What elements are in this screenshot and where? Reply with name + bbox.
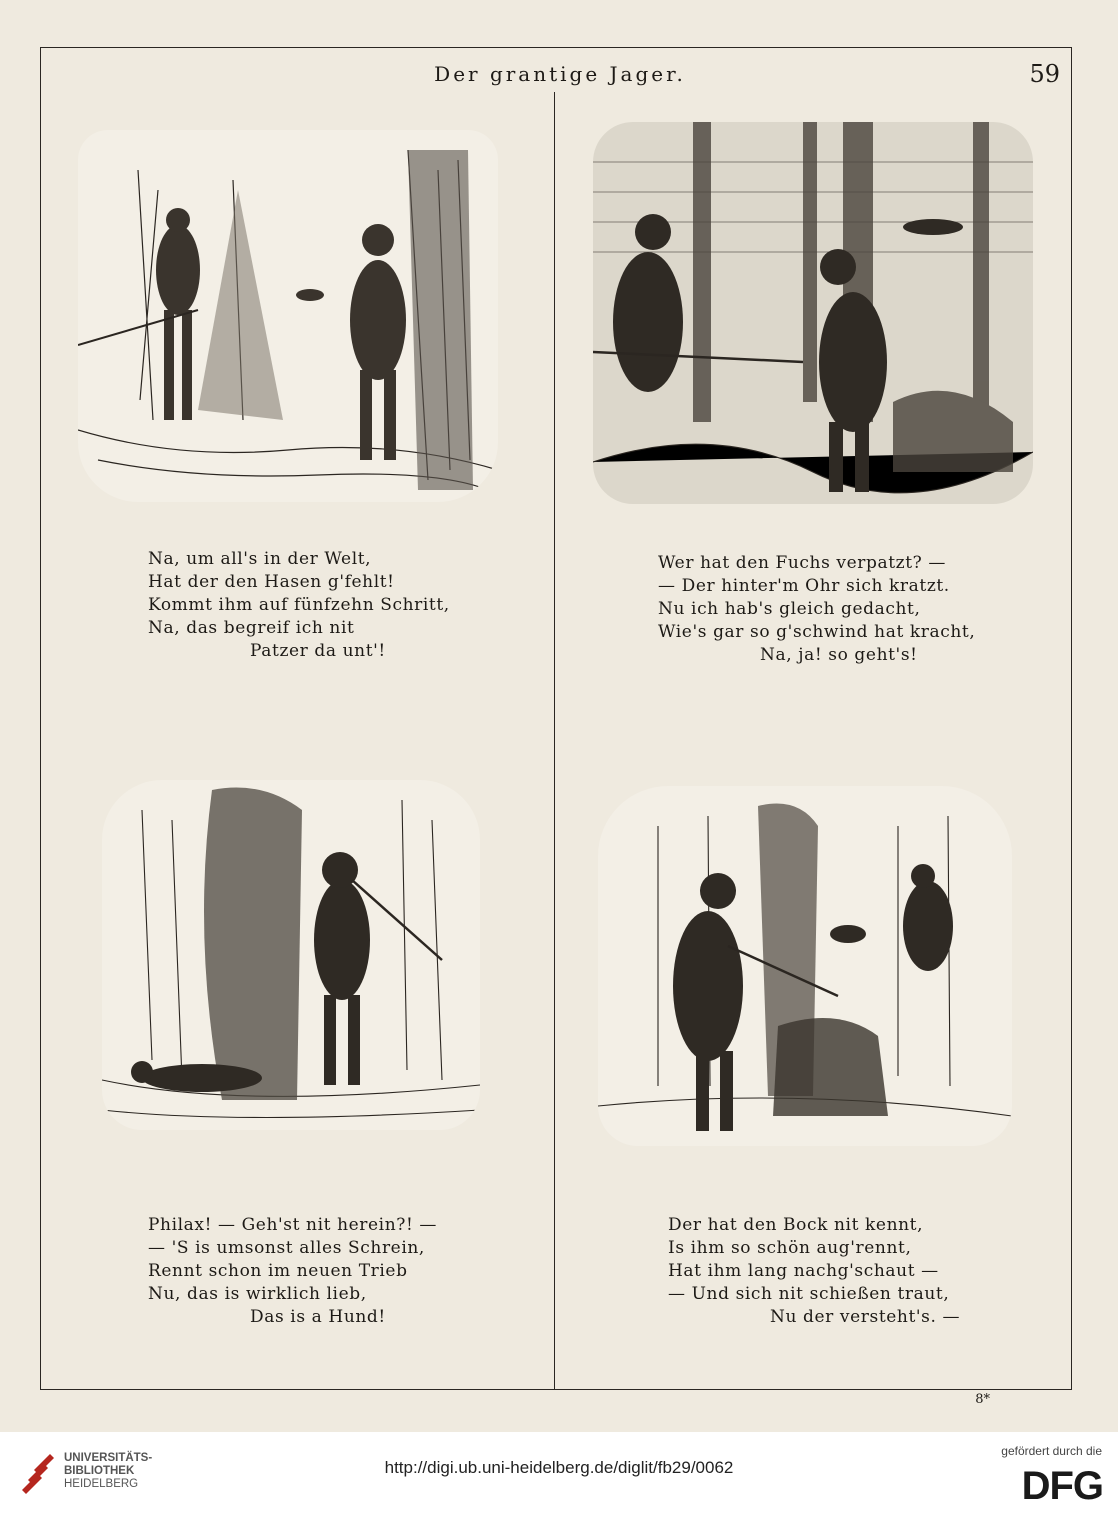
illustration-hare-hunt xyxy=(78,130,498,502)
verse-1 xyxy=(148,548,450,663)
library-name-line: UNIVERSITÄTS- xyxy=(64,1452,153,1464)
library-name-line: HEIDELBERG xyxy=(64,1478,139,1490)
illustration-buck xyxy=(598,786,1012,1146)
viewer-footer xyxy=(0,1432,1118,1513)
verse-3 xyxy=(148,1214,437,1329)
column-divider xyxy=(554,92,555,1390)
verse-line: Na, das begreif ich nit xyxy=(148,618,355,638)
verse-4 xyxy=(668,1214,960,1329)
permalink-url[interactable]: http://digi.ub.uni-heidelberg.de/diglit/fb29/0062 xyxy=(384,1458,734,1477)
verse-line: Nu ich hab's gleich gedacht, xyxy=(658,599,921,619)
verse-line: Wie's gar so g'schwind hat kracht, xyxy=(658,622,976,642)
verse-line: — Und sich nit schießen traut, xyxy=(668,1284,950,1304)
verse-line: Wer hat den Fuchs verpatzt? — xyxy=(658,553,946,573)
verse-line: Hat ihm lang nachg'schaut — xyxy=(668,1261,939,1281)
dfg-logo: DFG xyxy=(1021,1464,1103,1508)
printer-signature: 8* xyxy=(975,1392,990,1407)
verse-line: Rennt schon im neuen Trieb xyxy=(148,1261,408,1281)
verse-line: Das is a Hund! xyxy=(250,1307,386,1327)
verse-line: Der hat den Bock nit kennt, xyxy=(668,1215,924,1235)
illustration-hunter-dog xyxy=(102,780,480,1130)
verse-line: — 'S is umsonst alles Schrein, xyxy=(148,1238,425,1258)
verse-line: Philax! — Geh'st nit herein?! — xyxy=(148,1215,437,1235)
verse-line: Is ihm so schön aug'rennt, xyxy=(668,1238,912,1258)
illustration-fox-hunt xyxy=(593,122,1033,504)
verse-line: Na, ja! so geht's! xyxy=(760,645,918,665)
verse-line: Hat der den Hasen g'fehlt! xyxy=(148,572,395,592)
verse-line: Nu der versteht's. — xyxy=(770,1307,961,1327)
page-title: Der grantige Jager. xyxy=(434,62,686,86)
funded-by-label: gefördert durch die xyxy=(1001,1444,1102,1458)
verse-line: Patzer da unt'! xyxy=(250,641,386,661)
verse-2 xyxy=(658,552,975,667)
verse-line: Nu, das is wirklich lieb, xyxy=(148,1284,367,1304)
verse-line: — Der hinter'm Ohr sich kratzt. xyxy=(658,576,950,596)
library-name-line: BIBLIOTHEK xyxy=(64,1465,135,1477)
verse-line: Kommt ihm auf fünfzehn Schritt, xyxy=(148,595,450,615)
page-number: 59 xyxy=(1029,60,1060,88)
verse-line: Na, um all's in der Welt, xyxy=(148,549,372,569)
